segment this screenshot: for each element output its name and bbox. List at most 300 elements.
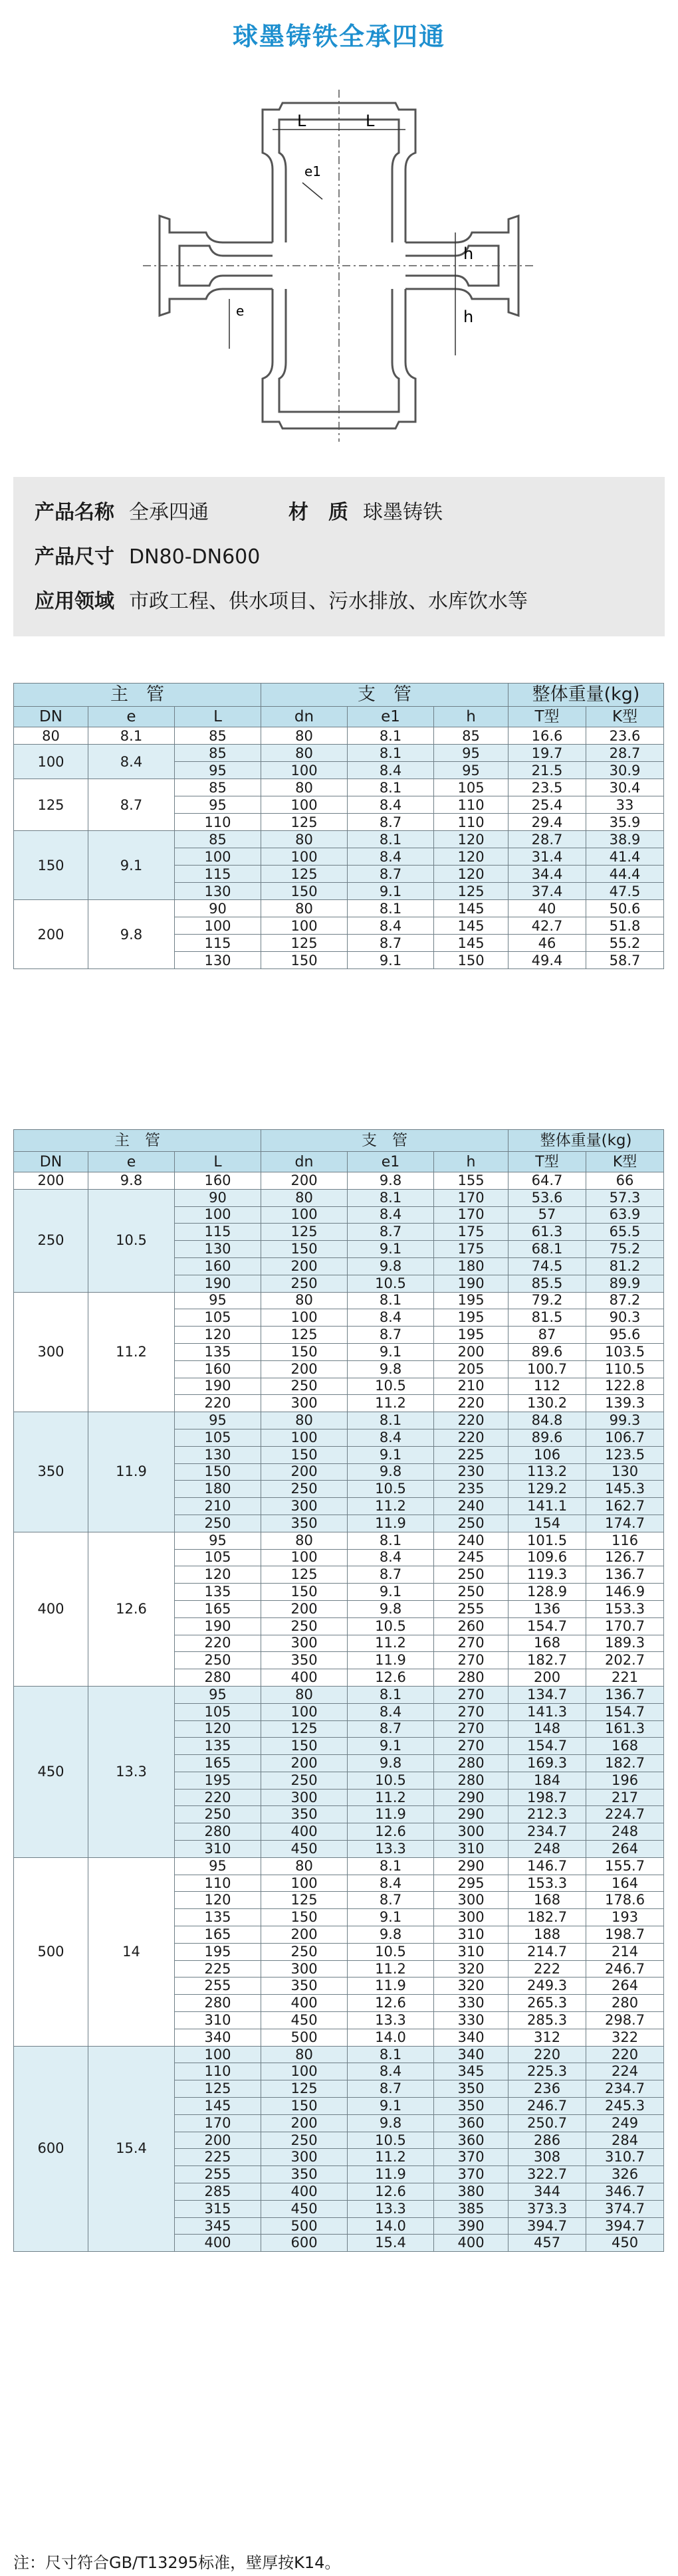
info-row-size (35, 540, 272, 569)
table-cell: 200 (261, 2114, 348, 2132)
cell-e: 9.8 (88, 1172, 175, 1190)
table-cell: 310 (175, 2012, 261, 2029)
table-cell: 105 (175, 1703, 261, 1720)
table-cell: 120 (175, 1892, 261, 1909)
table-cell: 9.8 (348, 1257, 434, 1275)
table-cell: 145 (434, 917, 508, 935)
table-cell: 160 (175, 1257, 261, 1275)
table-cell: 350 (261, 2166, 348, 2183)
table-cell: 350 (261, 1978, 348, 1995)
table-cell: 100 (175, 2046, 261, 2063)
table-cell: 150 (261, 883, 348, 900)
table-cell: 220 (586, 2046, 664, 2063)
table-cell: 105 (434, 779, 508, 796)
table-cell: 100 (175, 1206, 261, 1224)
header-total-weight: 整体重量(kg) (508, 1130, 664, 1152)
column-header: T型 (508, 707, 586, 727)
table-cell: 126.7 (586, 1549, 664, 1566)
table-cell: 10.5 (348, 2132, 434, 2149)
table-cell: 202.7 (586, 1652, 664, 1669)
table-cell: 153.3 (508, 1875, 586, 1892)
table-cell: 15.4 (348, 2235, 434, 2252)
table-cell: 130 (175, 1241, 261, 1258)
table-cell: 168 (508, 1892, 586, 1909)
table-cell: 100 (175, 917, 261, 935)
cell-dn: 350 (14, 1412, 88, 1532)
table-cell: 122.8 (586, 1378, 664, 1395)
table-cell: 170 (434, 1189, 508, 1206)
table-cell: 95 (175, 762, 261, 779)
table-cell: 400 (261, 1995, 348, 2012)
table-cell: 8.4 (348, 917, 434, 935)
column-header: L (175, 1152, 261, 1172)
table-cell: 128.9 (508, 1584, 586, 1601)
table-cell: 38.9 (586, 831, 664, 848)
table-cell: 300 (261, 1395, 348, 1412)
table-row (14, 1412, 664, 1429)
table-cell: 11.2 (348, 1789, 434, 1806)
table-cell: 145 (434, 935, 508, 952)
table-cell: 250 (261, 1378, 348, 1395)
cell-dn: 200 (14, 1172, 88, 1190)
table-cell: 150 (175, 1463, 261, 1481)
table-cell: 394.7 (586, 2217, 664, 2235)
table-cell: 196 (586, 1772, 664, 1789)
table-cell: 8.1 (348, 727, 434, 745)
table-cell: 8.4 (348, 1549, 434, 1566)
cell-e: 9.1 (88, 831, 175, 900)
header-total-weight: 整体重量(kg) (508, 684, 664, 707)
table-cell: 109.6 (508, 1549, 586, 1566)
table-cell: 280 (586, 1995, 664, 2012)
table-cell: 200 (175, 2132, 261, 2149)
table-cell: 255 (175, 2166, 261, 2183)
header-row-group (14, 684, 664, 707)
table-cell: 134.7 (508, 1686, 586, 1703)
table-cell: 23.6 (586, 727, 664, 745)
table-cell: 125 (261, 866, 348, 883)
table-cell: 350 (261, 1806, 348, 1823)
table-row (14, 831, 664, 848)
table-cell: 42.7 (508, 917, 586, 935)
table-cell: 450 (261, 1841, 348, 1858)
table-cell: 345 (434, 2063, 508, 2080)
table-cell: 225 (434, 1446, 508, 1463)
table-cell: 350 (434, 2098, 508, 2115)
column-header: e (88, 707, 175, 727)
table-cell: 8.1 (348, 1292, 434, 1309)
cell-dn: 500 (14, 1857, 88, 2046)
table-cell: 9.8 (348, 1463, 434, 1481)
header-main-pipe: 主 管 (14, 684, 261, 707)
table-cell: 116 (586, 1532, 664, 1549)
size-value: DN80-DN600 (129, 545, 261, 569)
table-cell: 8.7 (348, 1327, 434, 1344)
table-cell: 120 (175, 1327, 261, 1344)
table-cell: 9.1 (348, 1343, 434, 1360)
table-cell: 89.6 (508, 1343, 586, 1360)
column-header: dn (261, 1152, 348, 1172)
table-cell: 110 (434, 796, 508, 814)
table-cell: 246.7 (508, 2098, 586, 2115)
table-cell: 8.1 (348, 1412, 434, 1429)
table-cell: 155.7 (586, 1857, 664, 1875)
table-cell: 80 (261, 1857, 348, 1875)
table-cell: 250 (261, 1772, 348, 1789)
table-cell: 330 (434, 2012, 508, 2029)
table-cell: 322 (586, 2029, 664, 2046)
table-cell: 85 (175, 745, 261, 762)
table-cell: 125 (261, 1892, 348, 1909)
table-cell: 8.4 (348, 1703, 434, 1720)
table-cell: 100 (175, 848, 261, 866)
table-cell: 220 (508, 2046, 586, 2063)
cell-dn: 200 (14, 900, 88, 969)
table-cell: 80 (261, 779, 348, 796)
table-cell: 10.5 (348, 1378, 434, 1395)
header-row-columns (14, 1152, 664, 1172)
table-cell: 340 (175, 2029, 261, 2046)
table-cell: 115 (175, 866, 261, 883)
table-cell: 81.5 (508, 1309, 586, 1327)
table-cell: 12.6 (348, 1669, 434, 1687)
table-cell: 195 (434, 1309, 508, 1327)
table-cell: 95 (175, 1412, 261, 1429)
table-cell: 30.4 (586, 779, 664, 796)
cell-dn: 80 (14, 727, 88, 745)
table-cell: 85 (175, 831, 261, 848)
table-cell: 9.1 (348, 1738, 434, 1755)
table-cell: 220 (175, 1789, 261, 1806)
table-cell: 200 (261, 1755, 348, 1772)
table-cell: 290 (434, 1857, 508, 1875)
table-cell: 234.7 (586, 2080, 664, 2098)
dim-l-left: L (297, 112, 306, 130)
table-cell: 265.3 (508, 1995, 586, 2012)
table-cell: 270 (434, 1738, 508, 1755)
table-cell: 280 (175, 1823, 261, 1841)
table-cell: 344 (508, 2183, 586, 2201)
dim-l-right: L (366, 112, 375, 130)
table-cell: 100 (261, 796, 348, 814)
cell-e: 8.7 (88, 779, 175, 831)
table-cell: 180 (175, 1481, 261, 1498)
table-cell: 198.7 (508, 1789, 586, 1806)
table-cell: 9.1 (348, 1909, 434, 1926)
cell-dn: 250 (14, 1189, 88, 1292)
table-cell: 120 (175, 1566, 261, 1584)
table-cell: 28.7 (508, 831, 586, 848)
table-cell: 210 (175, 1498, 261, 1515)
table-cell: 95 (175, 1686, 261, 1703)
table-cell: 245.3 (586, 2098, 664, 2115)
table-cell: 300 (261, 1789, 348, 1806)
table-cell: 130.2 (508, 1395, 586, 1412)
table-cell: 8.1 (348, 1189, 434, 1206)
column-header: DN (14, 707, 88, 727)
table-cell: 315 (175, 2200, 261, 2217)
table-cell: 240 (434, 1498, 508, 1515)
table-cell: 8.7 (348, 1224, 434, 1241)
table-cell: 130 (175, 952, 261, 969)
table-cell: 110 (175, 814, 261, 831)
table-cell: 312 (508, 2029, 586, 2046)
table-cell: 100 (261, 1703, 348, 1720)
table-cell: 29.4 (508, 814, 586, 831)
table-cell: 75.2 (586, 1241, 664, 1258)
table-cell: 350 (261, 1515, 348, 1532)
table-cell: 200 (434, 1343, 508, 1360)
table-cell: 154 (508, 1515, 586, 1532)
table-cell: 11.9 (348, 1515, 434, 1532)
cell-dn: 125 (14, 779, 88, 831)
table-cell: 135 (175, 1343, 261, 1360)
table-cell: 61.3 (508, 1224, 586, 1241)
table-cell: 106.7 (586, 1429, 664, 1446)
table-cell: 210 (434, 1378, 508, 1395)
table-cell: 8.7 (348, 814, 434, 831)
table-cell: 270 (434, 1635, 508, 1652)
table-cell: 160 (175, 1360, 261, 1378)
table-cell: 310 (175, 1841, 261, 1858)
table-cell: 11.2 (348, 1498, 434, 1515)
table-cell: 170 (434, 1206, 508, 1224)
table-cell: 130 (175, 1446, 261, 1463)
table-cell: 13.3 (348, 1841, 434, 1858)
table-cell: 8.1 (348, 900, 434, 917)
table-cell: 214.7 (508, 1943, 586, 1960)
table-cell: 95.6 (586, 1327, 664, 1344)
table-cell: 123.5 (586, 1446, 664, 1463)
table-cell: 174.7 (586, 1515, 664, 1532)
table-cell: 290 (434, 1789, 508, 1806)
table-cell: 100 (261, 848, 348, 866)
table-cell: 153.3 (586, 1600, 664, 1617)
table-cell: 110 (434, 814, 508, 831)
table-cell: 90 (175, 1189, 261, 1206)
table-cell: 8.7 (348, 1720, 434, 1738)
table-cell: 28.7 (586, 745, 664, 762)
table-cell: 190 (175, 1378, 261, 1395)
table-cell: 300 (434, 1909, 508, 1926)
table-cell: 150 (261, 2098, 348, 2115)
spec-table-2 (13, 1129, 664, 2252)
table-cell: 250 (261, 1617, 348, 1635)
table-row (14, 900, 664, 917)
table-cell: 90 (175, 900, 261, 917)
table-cell: 145 (434, 900, 508, 917)
table-cell: 9.1 (348, 1446, 434, 1463)
cell-e: 10.5 (88, 1189, 175, 1292)
table-cell: 8.1 (348, 1532, 434, 1549)
table-cell: 120 (175, 1720, 261, 1738)
dim-e: e (236, 303, 245, 319)
table-cell: 135 (175, 1584, 261, 1601)
cell-dn: 150 (14, 831, 88, 900)
table-cell: 8.1 (348, 779, 434, 796)
table-cell: 290 (434, 1806, 508, 1823)
table-cell: 255 (434, 1600, 508, 1617)
table-cell: 30.9 (586, 762, 664, 779)
table-cell: 250 (261, 1943, 348, 1960)
table-cell: 220 (175, 1395, 261, 1412)
table-row (14, 1292, 664, 1309)
table-cell: 146.9 (586, 1584, 664, 1601)
table-cell: 286 (508, 2132, 586, 2149)
cell-e: 11.2 (88, 1292, 175, 1412)
page-title: 球墨铸铁全承四通 (232, 22, 445, 51)
table-cell: 195 (434, 1292, 508, 1309)
table-cell: 225 (175, 2149, 261, 2166)
table-cell: 345 (175, 2217, 261, 2235)
table-cell: 195 (175, 1772, 261, 1789)
table-cell: 57 (508, 1206, 586, 1224)
table-cell: 125 (261, 1327, 348, 1344)
table-cell: 100 (261, 2063, 348, 2080)
info-row-application (35, 585, 540, 614)
column-header: e1 (348, 707, 434, 727)
table-cell: 250 (434, 1515, 508, 1532)
table-cell: 80 (261, 900, 348, 917)
table-cell: 10.5 (348, 1943, 434, 1960)
table-cell: 400 (434, 2235, 508, 2252)
table-cell: 74.5 (508, 1257, 586, 1275)
table-cell: 58.7 (586, 952, 664, 969)
table-cell: 195 (175, 1943, 261, 1960)
table-cell: 150 (261, 1241, 348, 1258)
table-cell: 145 (175, 2098, 261, 2115)
table-cell: 320 (434, 1960, 508, 1978)
table-cell: 298.7 (586, 2012, 664, 2029)
table-cell: 182.7 (508, 1652, 586, 1669)
table-cell: 85 (175, 779, 261, 796)
table-cell: 87 (508, 1327, 586, 1344)
table-cell: 11.9 (348, 1652, 434, 1669)
table-cell: 270 (434, 1720, 508, 1738)
table-cell: 250 (261, 2132, 348, 2149)
table-cell: 161.3 (586, 1720, 664, 1738)
table-cell: 360 (434, 2114, 508, 2132)
table-cell: 9.1 (348, 1584, 434, 1601)
table-cell: 100 (261, 1309, 348, 1327)
table-cell: 8.4 (348, 2063, 434, 2080)
table-cell: 110 (175, 2063, 261, 2080)
table-cell: 19.7 (508, 745, 586, 762)
table-cell: 245 (434, 1549, 508, 1566)
table-cell: 100 (261, 762, 348, 779)
table-row (14, 779, 664, 796)
table-cell: 64.7 (508, 1172, 586, 1190)
column-header: dn (261, 707, 348, 727)
table-cell: 9.8 (348, 1172, 434, 1190)
table-cell: 146.7 (508, 1857, 586, 1875)
cell-dn: 300 (14, 1292, 88, 1412)
table-cell: 450 (586, 2235, 664, 2252)
table-cell: 68.1 (508, 1241, 586, 1258)
table-cell: 300 (261, 1635, 348, 1652)
table-cell: 170 (175, 2114, 261, 2132)
table-cell: 450 (261, 2012, 348, 2029)
table-cell: 235 (434, 1481, 508, 1498)
table-cell: 141.1 (508, 1498, 586, 1515)
table-cell: 150 (261, 1584, 348, 1601)
table-cell: 400 (261, 1823, 348, 1841)
cell-e: 11.9 (88, 1412, 175, 1532)
table-cell: 80 (261, 745, 348, 762)
table-cell: 16.6 (508, 727, 586, 745)
table-row (14, 1189, 664, 1206)
table-row (14, 1686, 664, 1703)
table-cell: 80 (261, 727, 348, 745)
table-cell: 53.6 (508, 1189, 586, 1206)
table-cell: 8.1 (348, 1686, 434, 1703)
table-row (14, 1532, 664, 1549)
table-cell: 80 (261, 831, 348, 848)
table-cell: 103.5 (586, 1343, 664, 1360)
table-cell: 8.1 (348, 1857, 434, 1875)
table-cell: 182.7 (508, 1909, 586, 1926)
column-header: K型 (586, 1152, 664, 1172)
footnote: 注：尺寸符合GB/T13295标准，壁厚按K14。 (13, 2553, 341, 2572)
table-cell: 95 (434, 745, 508, 762)
table-cell: 217 (586, 1789, 664, 1806)
table-cell: 280 (434, 1669, 508, 1687)
table-cell: 13.3 (348, 2012, 434, 2029)
table-cell: 95 (175, 796, 261, 814)
table-row (14, 727, 664, 745)
table-cell: 188 (508, 1926, 586, 1944)
table-cell: 99.3 (586, 1412, 664, 1429)
cell-e: 8.1 (88, 727, 175, 745)
table-cell: 35.9 (586, 814, 664, 831)
column-header: h (434, 1152, 508, 1172)
table-cell: 8.4 (348, 1309, 434, 1327)
table-cell: 150 (261, 1446, 348, 1463)
table-cell: 85 (175, 727, 261, 745)
table-cell: 285 (175, 2183, 261, 2201)
table-row (14, 1172, 664, 1190)
material-label: 材 质 (288, 501, 348, 524)
table-cell: 101.5 (508, 1532, 586, 1549)
table-cell: 130 (586, 1463, 664, 1481)
table-cell: 125 (261, 2080, 348, 2098)
table-cell: 195 (434, 1327, 508, 1344)
table-cell: 136.7 (586, 1566, 664, 1584)
table-cell: 234.7 (508, 1823, 586, 1841)
table-cell: 310 (434, 1943, 508, 1960)
table-cell: 105 (175, 1429, 261, 1446)
table-cell: 300 (261, 1498, 348, 1515)
table-cell: 394.7 (508, 2217, 586, 2235)
table-cell: 198.7 (586, 1926, 664, 1944)
table-cell: 25.4 (508, 796, 586, 814)
table-cell: 248 (586, 1823, 664, 1841)
table-cell: 200 (261, 1463, 348, 1481)
table-cell: 139.3 (586, 1395, 664, 1412)
table-row (14, 745, 664, 762)
column-header: K型 (586, 707, 664, 727)
cell-e: 15.4 (88, 2046, 175, 2252)
dim-e1: e1 (304, 163, 322, 179)
table-cell: 89.9 (586, 1275, 664, 1292)
table-cell: 457 (508, 2235, 586, 2252)
product-info-panel (13, 477, 665, 636)
header-branch-pipe: 支 管 (261, 1130, 508, 1152)
table-cell: 100 (261, 917, 348, 935)
application-value: 市政工程、供水项目、污水排放、水库饮水等 (129, 590, 528, 613)
table-cell: 63.9 (586, 1206, 664, 1224)
table-cell: 100 (261, 1549, 348, 1566)
